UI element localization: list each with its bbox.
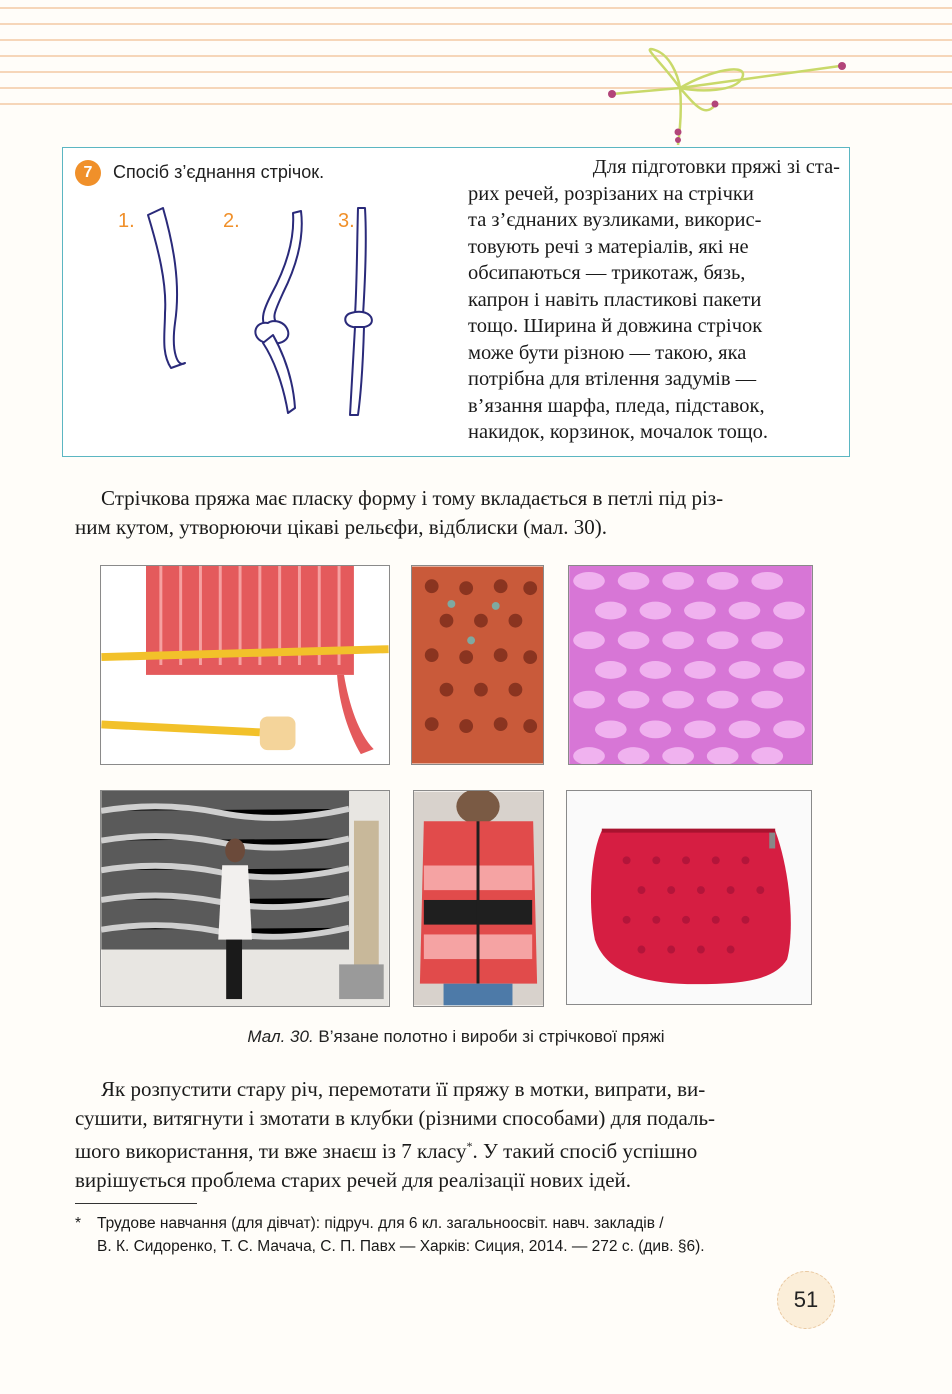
box-title: Спосіб з’єднання стрічок. xyxy=(113,162,325,182)
photo-knitting-needles xyxy=(100,565,390,765)
info-box xyxy=(62,147,850,457)
para-line: ним кутом, утворюючи цікаві рельєфи, відблиски (мал. 30). xyxy=(75,514,607,539)
box-number-badge: 7 xyxy=(75,160,101,186)
box-line: може бути різною — такою, яка xyxy=(468,341,747,364)
paragraph-ribbon-yarn xyxy=(75,484,840,541)
step-label-2: 2. xyxy=(223,210,240,232)
ribbon-knot-diagram xyxy=(143,203,443,433)
para-line: сушити, витягнути і змотати в клубки (різними способами) для подаль- xyxy=(75,1105,716,1130)
photo-knitted-cardigan xyxy=(413,790,544,1007)
footnote-ref: * xyxy=(466,1139,473,1153)
step-label-1: 1. xyxy=(118,210,135,232)
box-line: капрон і навіть пластикові пакети xyxy=(468,288,762,311)
box-paragraph xyxy=(468,154,840,446)
footnote-line-1: * Трудове навчання (для дівчат): підруч. для 6 кл. загальноосвіт. навч. закладів / xyxy=(75,1215,664,1232)
box-line: в’язання шарфа, пледа, підставок, xyxy=(468,394,765,417)
para-line: Стрічкова пряжа має пласку форму і тому вкладається в петлі під різ- xyxy=(101,486,724,510)
page-number: 51 xyxy=(777,1271,835,1329)
box-line: потрібна для втілення задумів — xyxy=(468,368,757,390)
box-line: тощо. Ширина й довжина стрічок xyxy=(468,315,763,337)
figure-label: Мал. 30. xyxy=(247,1027,314,1046)
box-line: обсипаються — трикотаж, бязь, xyxy=(468,262,746,284)
photo-open-knit-red xyxy=(411,565,544,765)
box-line: Для підготовки пряжі зі ста- xyxy=(592,156,840,178)
para-line: Як розпустити стару річ, перемотати її пряжу в мотки, випрати, ви- xyxy=(101,1077,706,1101)
step-label-3: 3. xyxy=(338,210,355,232)
photo-red-clutch xyxy=(566,790,812,1005)
para-line: вирішується проблема старих речей для реалізації нових ідей. xyxy=(75,1167,632,1192)
footnote-divider xyxy=(75,1203,197,1204)
photo-pink-texture xyxy=(568,565,813,765)
para-line: шого використання, ти вже знаєш із 7 класу*. У такий спосіб успішно xyxy=(75,1139,698,1163)
figure-caption-text: В’язане полотно і вироби зі стрічкової пряжі xyxy=(313,1027,665,1046)
box-line: товують речі з матеріалів, які не xyxy=(468,235,749,258)
box-line: рих речей, розрізаних на стрічки xyxy=(468,182,754,205)
figure-caption xyxy=(0,1027,912,1047)
box-line: та з’єднаних вузликами, викорис- xyxy=(468,209,762,231)
photo-wall-installation xyxy=(100,790,390,1007)
footnote-line-2: В. К. Сидоренко, Т. С. Мачача, С. П. Павх — Харків: Сиция, 2014. — 272 с. (див. §6). xyxy=(97,1238,705,1255)
box-line: накидок, корзинок, мочалок тощо. xyxy=(468,421,769,443)
ribbon-bow-decoration xyxy=(600,40,860,150)
footnote xyxy=(75,1212,855,1258)
paragraph-old-things xyxy=(75,1075,840,1194)
